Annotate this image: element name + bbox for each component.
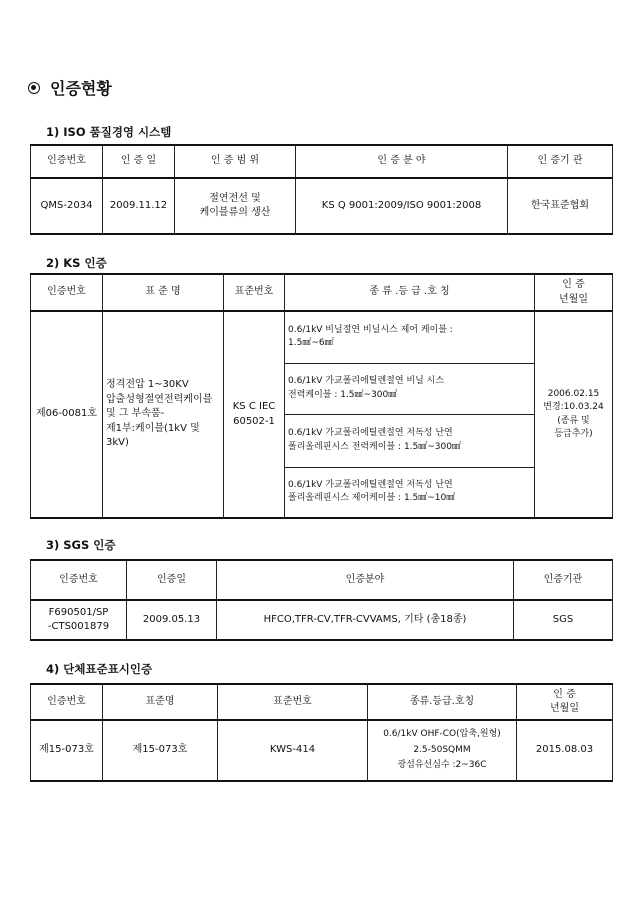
sgs-cert-number: F690501/SP -CTS001879 [31,600,127,640]
ks-standard-number: KS C IEC 60502-1 [224,311,285,518]
sgs-header-cell: 인증기관 [514,560,613,600]
group-standard-name: 제15-073호 [103,720,218,781]
ks-header-cell: 표 준 명 [103,274,224,311]
iso-header-cell: 인 증 분 야 [296,145,508,178]
group-header-cell: 종류.등급.호칭 [368,684,517,720]
iso-section-title: 1) ISO 품질경영 시스템 [46,125,172,139]
page-title-text: 인증현황 [50,79,112,98]
iso-cert-agency: 한국표준협회 [508,178,613,234]
iso-cert-date: 2009.11.12 [103,178,175,234]
radio-bullet-icon [28,82,40,94]
ks-header-cell: 종 류 .등 급 .호 칭 [285,274,535,311]
group-type-item: 0.6/1kV OHF-CO(압축,원형) 2.5-50SQMM 광섬유선심수 :2~36C [368,720,517,781]
ks-cert-date: 2006.02.15 변경:10.03.24 (종류 및 등급추가) [535,311,613,518]
group-header-cell: 표준번호 [218,684,368,720]
iso-cert-number: QMS-2034 [31,178,103,234]
iso-header-cell: 인 증기 관 [508,145,613,178]
sgs-table-row [31,600,613,640]
sgs-cert-agency: SGS [514,600,613,640]
ks-section-title: 2) KS 인증 [46,256,107,270]
group-table-row [31,720,613,781]
iso-header-cell: 인증번호 [31,145,103,178]
ks-type-item: 0.6/1kV 비닐절연 비닐시스 제어 케이블 : 1.5㎟~6㎟ [285,311,535,363]
sgs-cert-date: 2009.05.13 [127,600,217,640]
iso-cert-scope: 절연전선 및 케이블류의 생산 [175,178,296,234]
ks-header-cell: 표준번호 [224,274,285,311]
ks-header-cell: 인증번호 [31,274,103,311]
group-header-cell: 인 증 년월일 [517,684,613,720]
sgs-header-cell: 인증번호 [31,560,127,600]
sgs-header-cell: 인증일 [127,560,217,600]
sgs-header-cell: 인증분야 [217,560,514,600]
ks-type-item: 0.6/1kV 가교폴리에틸렌절연 비닐 시스 전력케이블 : 1.5㎟~300㎟ [285,363,535,414]
group-cert-date: 2015.08.03 [517,720,613,781]
group-table [30,683,613,782]
iso-header-cell: 인 증 범 위 [175,145,296,178]
iso-table [30,144,613,235]
ks-header-row [31,274,613,311]
iso-header-row [31,145,613,178]
group-header-row [31,684,613,720]
sgs-cert-field: HFCO,TFR-CV,TFR-CVVAMS, 기타 (총18종) [217,600,514,640]
page-title [28,76,112,99]
ks-cert-number: 제06-0081호 [31,311,103,518]
ks-type-item: 0.6/1kV 가교폴리에틸렌절연 저독성 난연 폴리올레핀시스 전력케이블 : 1.5㎟~300㎟ [285,414,535,467]
ks-type-item: 0.6/1kV 가교폴리에틸렌절연 저독성 난연 폴리올레핀시스 제어케이블 : 1.5㎟~10㎟ [285,467,535,518]
group-header-cell: 인증번호 [31,684,103,720]
group-section-title: 4) 단체표준표시인증 [46,662,153,676]
ks-table-row [31,311,613,363]
iso-header-cell: 인 증 일 [103,145,175,178]
ks-table [30,273,613,519]
sgs-table [30,559,613,641]
group-cert-number: 제15-073호 [31,720,103,781]
ks-header-cell: 인 증 년월일 [535,274,613,311]
sgs-header-row [31,560,613,600]
sgs-section-title: 3) SGS 인증 [46,538,116,552]
group-header-cell: 표준명 [103,684,218,720]
iso-table-row [31,178,613,234]
iso-cert-field: KS Q 9001:2009/ISO 9001:2008 [296,178,508,234]
ks-standard-name: 정격전압 1~30KV 압출성형절연전력케이블 및 그 부속품- 제1부:케이블(1kV 및 3kV) [103,311,224,518]
group-standard-number: KWS-414 [218,720,368,781]
